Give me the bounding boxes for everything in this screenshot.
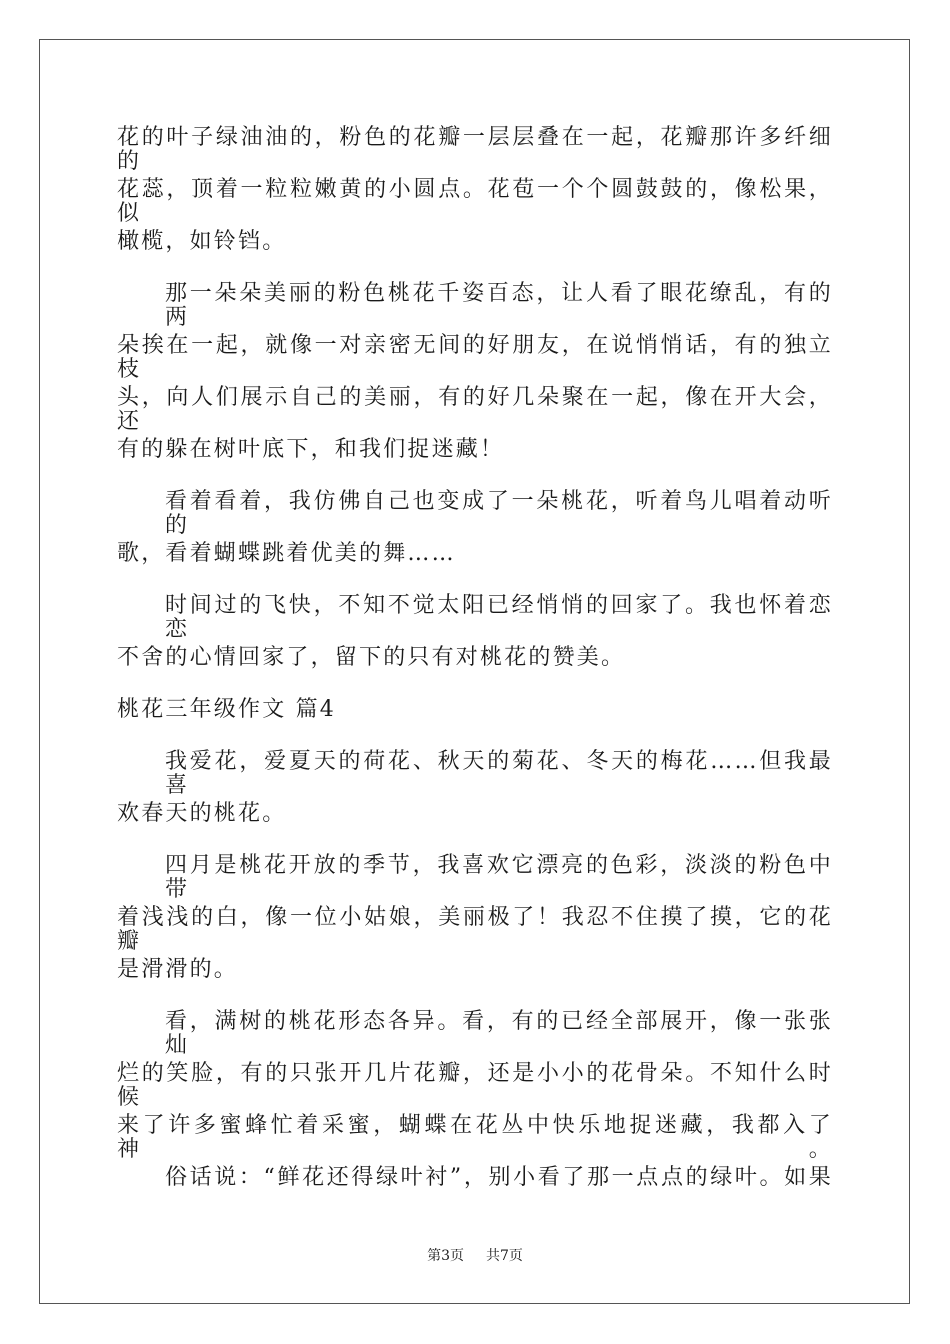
text-line: 我爱花，爱夏天的荷花、秋天的菊花、冬天的梅花……但我最喜 [165, 749, 833, 798]
text-line: 欢春天的桃花。 [117, 801, 287, 826]
text-line: 花的叶子绿油油的，粉色的花瓣一层层叠在一起，花瓣那许多纤细的 [117, 125, 833, 174]
text-line: 歌，看着蝴蝶跳着优美的舞…… [117, 541, 456, 566]
page-total: 共7页 [486, 1248, 523, 1264]
text-line: 俗话说：“鲜花还得绿叶衬”，别小看了那一点点的绿叶。如果 [165, 1165, 833, 1190]
text-line: 有的躲在树叶底下，和我们捉迷藏！ [117, 437, 505, 462]
text-line: 是滑滑的。 [117, 957, 239, 982]
text-line: 不舍的心情回家了，留下的只有对桃花的赞美。 [117, 645, 626, 670]
text-line: 头，向人们展示自己的美丽，有的好几朵聚在一起，像在开大会，还 [117, 385, 833, 434]
text-line: 着浅浅的白，像一位小姑娘，美丽极了！我忍不住摸了摸，它的花瓣 [117, 905, 833, 954]
section-heading: 桃花三年级作文 篇4 [117, 697, 336, 722]
text-line: 烂的笑脸，有的只张开几片花瓣，还是小小的花骨朵。不知什么时候 [117, 1061, 833, 1110]
text-line: 花蕊，顶着一粒粒嫩黄的小圆点。花苞一个个圆鼓鼓的，像松果，似 [117, 177, 833, 226]
text-line: 看着看着，我仿佛自己也变成了一朵桃花，听着鸟儿唱着动听的 [165, 489, 833, 538]
text-line: 橄榄，如铃铛。 [117, 229, 287, 254]
page-number: 第3页 [427, 1248, 464, 1264]
text-line: 朵挨在一起，就像一对亲密无间的好朋友，在说悄悄话，有的独立枝 [117, 333, 833, 382]
text-line: 时间过的飞快，不知不觉太阳已经悄悄的回家了。我也怀着恋恋 [165, 593, 833, 642]
text-line: 那一朵朵美丽的粉色桃花千姿百态，让人看了眼花缭乱，有的两 [165, 281, 833, 330]
text-line: 来了许多蜜蜂忙着采蜜，蝴蝶在花丛中快乐地捉迷藏，我都入了神。 [117, 1113, 833, 1162]
document-body [117, 126, 833, 1218]
text-line: 看，满树的桃花形态各异。看，有的已经全部展开，像一张张灿 [165, 1009, 833, 1058]
text-line: 四月是桃花开放的季节，我喜欢它漂亮的色彩，淡淡的粉色中带 [165, 853, 833, 902]
page-footer [0, 1247, 950, 1265]
